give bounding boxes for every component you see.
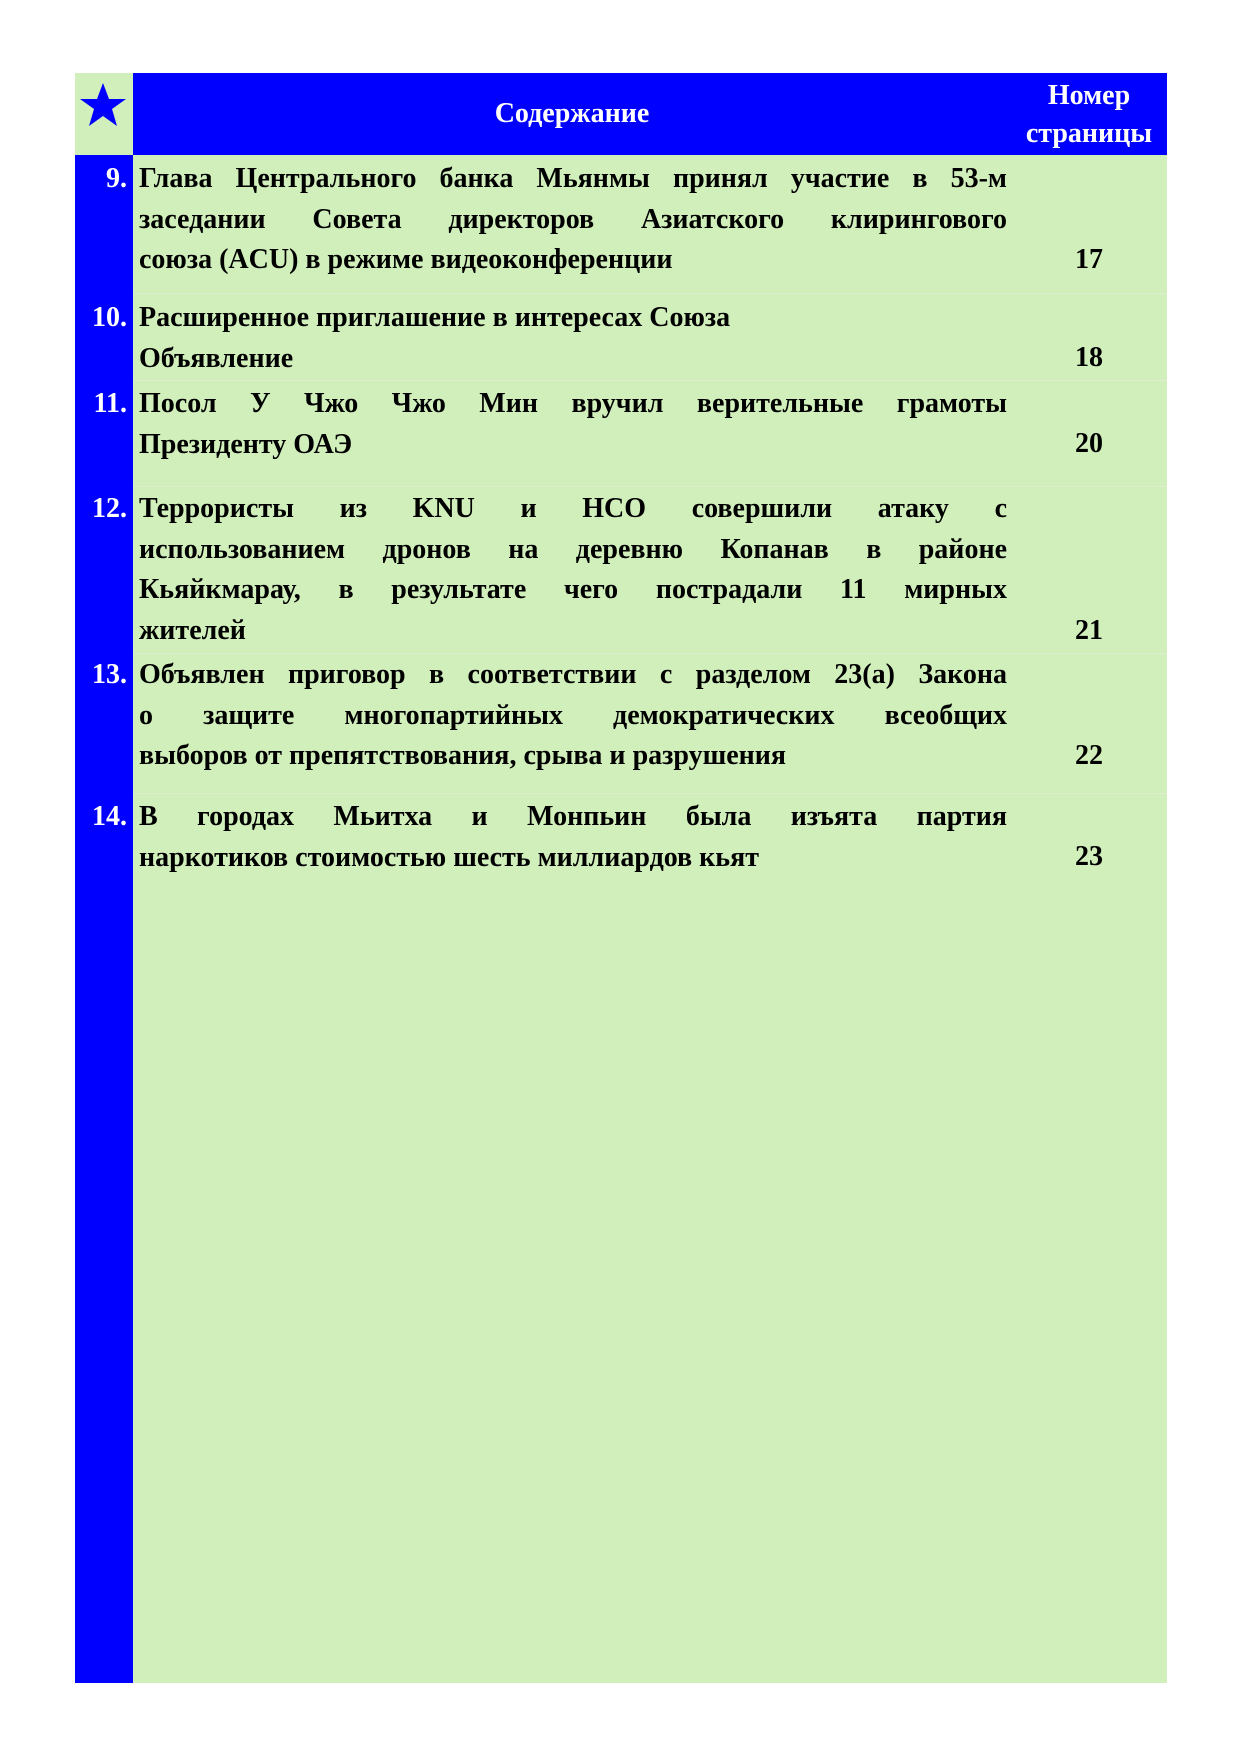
entry-title-line: выборов от препятствования, срыва и разрушения: [139, 740, 787, 771]
entry-page-number: 18: [1075, 342, 1103, 373]
entry-number: 12.: [92, 493, 127, 524]
row-divider: [133, 486, 1167, 487]
entry-title-line: Террористы из KNU и НСО совершили атаку с: [139, 493, 1007, 524]
entry-title[interactable]: [139, 384, 1007, 465]
entry-title-line: жителей: [139, 614, 246, 646]
header-page-line-1: Номер: [1047, 80, 1131, 111]
entry-title[interactable]: [139, 489, 1007, 651]
entry-title-line: заседании Совета директоров Азиатского клирингового: [139, 203, 1007, 235]
entry-number: 14.: [92, 801, 127, 832]
entry-page-number: 23: [1075, 841, 1103, 872]
entry-title-line: Посол У Чжо Чжо Мин вручил верительные грамоты: [139, 388, 1007, 419]
entry-title-line: Объявлен приговор в соответствии с разделом 23(а) Закона: [139, 659, 1007, 690]
entry-number: 9.: [106, 163, 127, 194]
entry-page-number: 21: [1075, 615, 1103, 646]
row-divider: [133, 380, 1167, 381]
header-page-number-title: [1011, 73, 1167, 155]
entry-title-line: Расширенное приглашение в интересах Союза: [139, 302, 731, 333]
star-icon: [79, 81, 127, 129]
entry-title[interactable]: [139, 655, 1007, 777]
entry-title-line: союза (ACU) в режиме видеоконференции: [139, 244, 673, 275]
entry-number: 11.: [93, 388, 127, 419]
table-of-contents: [75, 73, 1167, 1683]
entry-number: 10.: [92, 302, 127, 333]
entry-title-line: Объявление: [139, 342, 294, 374]
entry-title[interactable]: [139, 797, 1007, 878]
entry-title-line: использованием дронов на деревню Копанав в районе: [139, 533, 1007, 565]
row-divider: [133, 653, 1167, 654]
entry-title-line: В городах Мьитха и Монпьин была изъята партия: [139, 801, 1007, 832]
entry-title-line: о защите многопартийных демократических всеобщих: [139, 699, 1007, 731]
header-page-line-2: страницы: [1025, 118, 1153, 149]
entry-page-number: 20: [1075, 428, 1103, 459]
entry-number: 13.: [92, 659, 127, 690]
header-content-title: Содержание: [133, 73, 1011, 155]
row-divider: [133, 293, 1167, 294]
entry-page-number: 17: [1075, 244, 1103, 275]
entry-page-number: 22: [1075, 740, 1103, 771]
entry-title-line: Президенту ОАЭ: [139, 428, 353, 460]
entry-title[interactable]: [139, 298, 1007, 379]
entry-title-line: наркотиков стоимостью шесть миллиардов кьят: [139, 841, 759, 873]
entry-title-line: Кьяйкмарау, в результате чего пострадали 11 мирных: [139, 574, 1007, 605]
entry-title[interactable]: [139, 159, 1007, 281]
entry-title-line: Глава Центрального банка Мьянмы принял участие в 53-м: [139, 163, 1007, 194]
header-star-cell: [75, 73, 133, 155]
row-divider: [133, 793, 1167, 794]
